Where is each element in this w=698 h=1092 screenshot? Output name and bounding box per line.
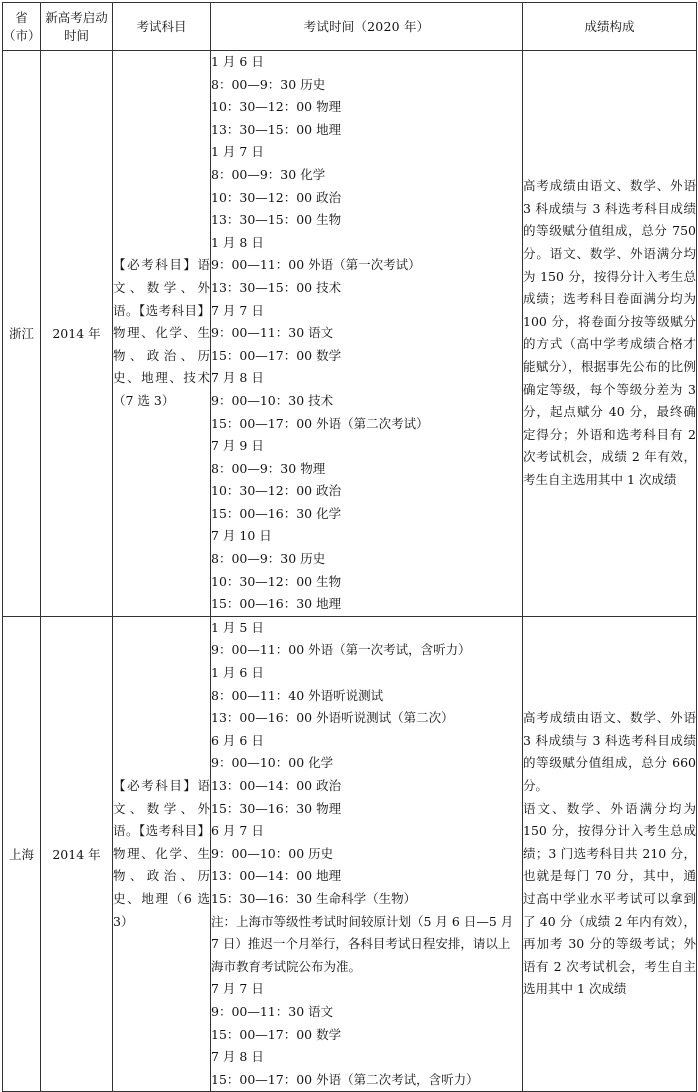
schedule-line: 6 月 6 日 bbox=[211, 732, 264, 748]
schedule-line: 7 月 8 日 bbox=[211, 1049, 264, 1065]
score-shanghai-total: 高考成绩由语文、数学、外语 3 科成绩与 3 科选考科目成绩的等级赋分值组成，总分 660 分。 bbox=[523, 710, 696, 793]
subjects-zhejiang: 【必考科目】语文、数学、外语。【选考科目】物理、化学、生物、政治、历史、地理、技术（7 选 3） bbox=[113, 51, 211, 617]
score-shanghai bbox=[523, 616, 697, 1091]
schedule-line: 1 月 6 日 bbox=[211, 54, 264, 69]
schedule-line: 15：30—16：30 物理 bbox=[211, 800, 342, 816]
schedule-line: 8：00—9：30 历史 bbox=[211, 76, 326, 92]
header-province: 省（市） bbox=[3, 3, 41, 51]
schedule-line: 15：00—16：30 化学 bbox=[211, 505, 342, 521]
schedule-line: 13：30—15：00 技术 bbox=[211, 279, 342, 295]
schedule-line: 10：30—12：00 政治 bbox=[211, 189, 342, 205]
schedule-line: 9：00—11：30 语文 bbox=[211, 325, 334, 341]
row-zhejiang bbox=[3, 51, 697, 617]
start-year-shanghai: 2014 年 bbox=[41, 616, 113, 1091]
schedule-line: 7 月 10 日 bbox=[211, 528, 272, 544]
schedule-line: 7 月 9 日 bbox=[211, 438, 264, 454]
schedule-line: 9：00—11：30 语文 bbox=[211, 1003, 334, 1019]
schedule-line: 7 月 7 日 bbox=[211, 302, 264, 318]
schedule-line: 8：00—9：30 物理 bbox=[211, 460, 326, 476]
schedule-zhejiang bbox=[211, 51, 523, 617]
schedule-line: 1 月 6 日 bbox=[211, 665, 264, 681]
score-shanghai-detail: 语文、数学、外语满分均为 150 分，按得分计入考生总成绩；3 门选考科目共 210 分，也就是每门 70 分，其中，通过高中学业水平考试可以拿到了 40 分（成绩 2 年内有效），再加考 30 分的等级考试；外语有 2 次考试机会，考生自主选用其中 1 次成绩 bbox=[523, 800, 696, 997]
header-start-time: 新高考启动时间 bbox=[41, 3, 113, 51]
exam-schedule-table bbox=[2, 2, 697, 1092]
schedule-line: 9：00—10：00 历史 bbox=[211, 845, 334, 861]
header-row bbox=[3, 3, 697, 51]
start-year-zhejiang: 2014 年 bbox=[41, 51, 113, 617]
schedule-line: 1 月 5 日 bbox=[211, 619, 264, 635]
header-subjects: 考试科目 bbox=[113, 3, 211, 51]
schedule-line: 1 月 7 日 bbox=[211, 144, 264, 160]
schedule-line: 7 月 8 日 bbox=[211, 370, 264, 386]
header-exam-time: 考试时间（2020 年） bbox=[211, 3, 523, 51]
schedule-line: 10：30—12：00 生物 bbox=[211, 573, 342, 589]
province-zhejiang: 浙江 bbox=[3, 51, 41, 617]
schedule-line: 15：00—17：00 数学 bbox=[211, 1026, 342, 1042]
schedule-line: 10：30—12：00 政治 bbox=[211, 483, 342, 499]
schedule-line: 8：00—9：30 历史 bbox=[211, 551, 326, 567]
schedule-line: 13：30—15：00 生物 bbox=[211, 212, 342, 228]
schedule-note: 注：上海市等级性考试时间较原计划（5 月 6 日—5 月 7 日）推迟一个月举行，各科目考试日程安排，请以上海市教育考试院公布为准。 bbox=[211, 913, 514, 974]
row-shanghai bbox=[3, 616, 697, 1091]
schedule-line: 1 月 8 日 bbox=[211, 234, 264, 250]
schedule-line: 15：00—17：00 外语（第二次考试） bbox=[211, 415, 429, 431]
province-shanghai: 上海 bbox=[3, 616, 41, 1091]
schedule-line: 9：00—11：00 外语（第一次考试，含听力） bbox=[211, 642, 471, 658]
header-score: 成绩构成 bbox=[523, 3, 697, 51]
schedule-line: 6 月 7 日 bbox=[211, 823, 264, 839]
schedule-line: 13：00—14：00 政治 bbox=[211, 778, 342, 793]
schedule-line: 15：30—16：30 生命科学（生物） bbox=[211, 890, 417, 906]
schedule-line: 13：00—14：00 地理 bbox=[211, 868, 342, 884]
schedule-line: 10：30—12：00 物理 bbox=[211, 99, 342, 115]
schedule-line: 8：00—11：40 外语听说测试 bbox=[211, 687, 384, 703]
schedule-line: 15：00—17：00 数学 bbox=[211, 347, 342, 363]
schedule-line: 8：00—9：30 化学 bbox=[211, 166, 326, 182]
score-zhejiang: 高考成绩由语文、数学、外语 3 科成绩与 3 科选考科目成绩的等级赋分值组成，总分 750 分。语文、数学、外语满分均为 150 分，按得分计入考生总成绩；选考科目卷面满分均为 100 分，将卷面分按等级赋分的方式（高中学考成绩合格才能赋分），根据事先公布的比例确定等级，每个等级分差为 3 分，起点赋分 40 分，最终确定得分；外语和选考科目有 2 次考试机会，成绩 2 年有效，考生自主选用其中 1 次成绩 bbox=[523, 51, 697, 617]
schedule-line: 13：00—16：00 外语听说测试（第二次） bbox=[211, 710, 454, 726]
schedule-line: 9：00—11：00 外语（第一次考试） bbox=[211, 257, 421, 273]
schedule-shanghai bbox=[211, 616, 523, 1091]
schedule-line: 15：00—16：30 地理 bbox=[211, 596, 342, 612]
schedule-line: 9：00—10：30 技术 bbox=[211, 392, 334, 408]
schedule-line: 13：30—15：00 地理 bbox=[211, 121, 342, 137]
schedule-line: 15：00—17：00 外语（第二次考试，含听力） bbox=[211, 1071, 479, 1087]
schedule-line: 9：00—10：00 化学 bbox=[211, 755, 334, 771]
schedule-line: 7 月 7 日 bbox=[211, 981, 264, 997]
subjects-shanghai: 【必考科目】语文、数学、外语。【选考科目】物理、化学、生物、政治、历史、地理（6 选 3） bbox=[113, 616, 211, 1091]
